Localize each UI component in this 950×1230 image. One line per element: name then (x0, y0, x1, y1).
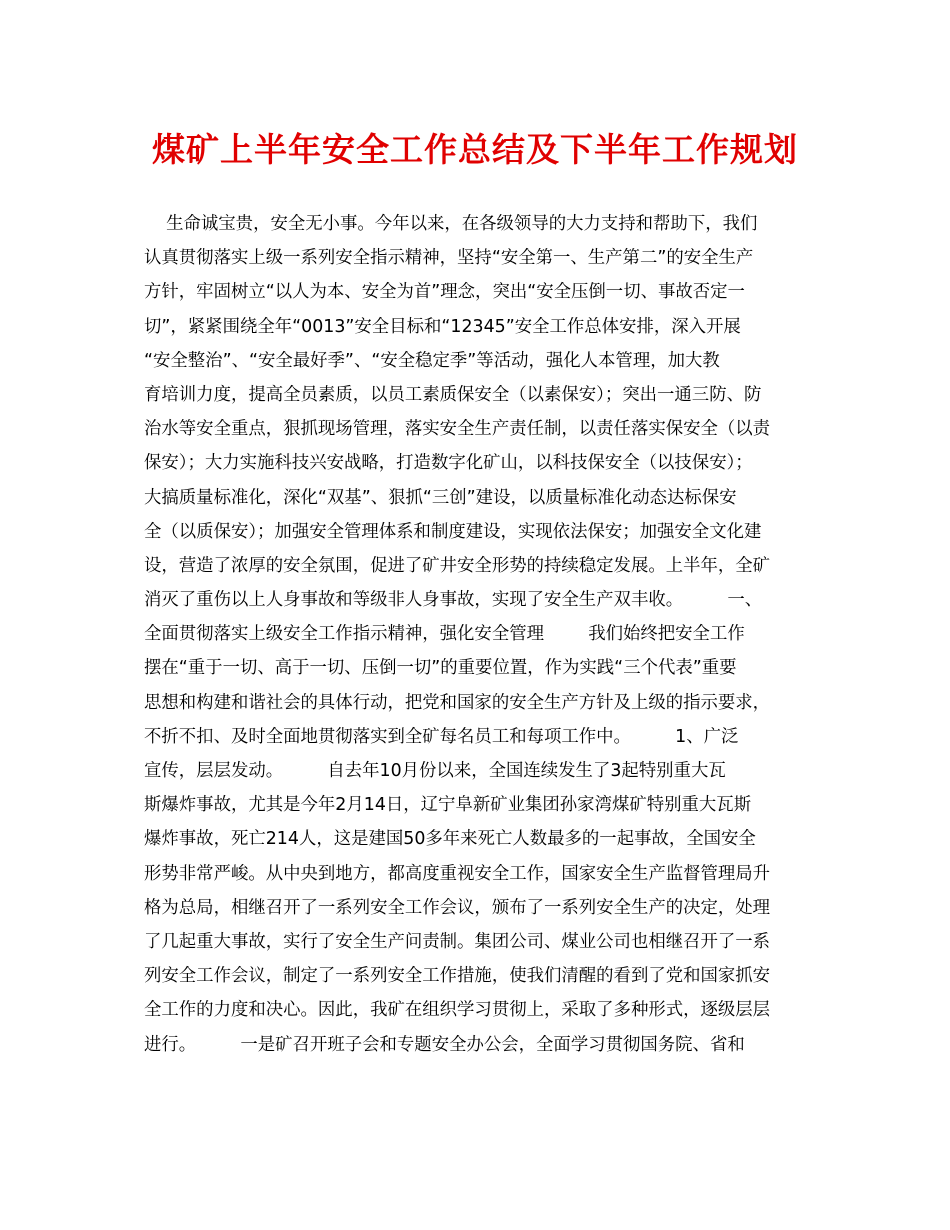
body-line: 进行。 一是矿召开班子会和专题安全办公会，全面学习贯彻国务院、省和 (144, 1034, 745, 1055)
body-line: 方针，牢固树立“以人为本、安全为首”理念，突出“安全压倒一切、事故否定一 (144, 282, 745, 303)
body-line: 治水等安全重点，狠抓现场管理，落实安全生产责任制，以责任落实保安全（以责 (144, 419, 771, 440)
body-line: “安全整治”、“安全最好季”、“安全稳定季”等活动，强化人本管理，加大教 (144, 350, 720, 371)
body-line: 形势非常严峻。从中央到地方，都高度重视安全工作，国家安全生产监督管理局升 (144, 863, 771, 884)
body-line: 列安全工作会议，制定了一系列安全工作措施，使我们清醒的看到了党和国家抓安 (144, 966, 771, 987)
body-line: 格为总局，相继召开了一系列安全工作会议，颁布了一系列安全生产的决定，处理 (144, 897, 771, 918)
body-line: 全工作的力度和决心。因此，我矿在组织学习贯彻上，采取了多种形式，逐级层层 (144, 1000, 771, 1021)
document-title: 煤矿上半年安全工作总结及下半年工作规划 (152, 130, 798, 169)
body-line: 育培训力度，提高全员素质，以员工素质保安全（以素保安）；突出一通三防、防 (144, 384, 762, 405)
body-line: 斯爆炸事故，尤其是今年2月14日，辽宁阜新矿业集团孙家湾煤矿特别重大瓦斯 (144, 795, 752, 816)
body-line: 切”，紧紧围绕全年“0013”安全目标和“12345”安全工作总体安排，深入开展 (144, 316, 741, 337)
body-line: 保安）；大力实施科技兴安战略，打造数字化矿山，以科技保安全（以技保安）； (144, 453, 753, 474)
document-body (144, 207, 814, 1062)
body-line: 不折不扣、及时全面地贯彻落实到全矿每名员工和每项工作中。 1、广泛 (144, 726, 739, 747)
body-line: 设，营造了浓厚的安全氛围，促进了矿井安全形势的持续稳定发展。上半年，全矿 (144, 555, 771, 576)
body-line: 了几起重大事故，实行了安全生产问责制。集团公司、煤业公司也相继召开了一系 (144, 931, 771, 952)
body-line: 全面贯彻落实上级安全工作指示精神，强化安全管理 我们始终把安全工作 (144, 624, 745, 645)
body-line: 摆在“重于一切、高于一切、压倒一切”的重要位置，作为实践“三个代表”重要 (144, 658, 737, 679)
body-line: 全（以质保安）；加强安全管理体系和制度建设，实现依法保安；加强安全文化建 (144, 521, 762, 542)
body-line: 宣传，层层发动。 自去年10月份以来，全国连续发生了3起特别重大瓦 (144, 761, 726, 781)
body-line: 认真贯彻落实上级一系列安全指示精神，坚持“安全第一、生产第二”的安全生产 (144, 248, 754, 269)
body-line: 消灭了重伤以上人身事故和等级非人身事故，实现了安全生产双丰收。 一、 (144, 590, 763, 611)
body-line: 爆炸事故，死亡214人，这是建国50多年来死亡人数最多的一起事故，全国安全 (144, 829, 756, 850)
body-line: 大搞质量标准化，深化“双基”、狠抓“三创”建设，以质量标准化动态达标保安 (144, 487, 737, 508)
body-line: 生命诚宝贵，安全无小事。今年以来，在各级领导的大力支持和帮助下，我们 (144, 214, 758, 234)
body-line: 思想和构建和谐社会的具体行动，把党和国家的安全生产方针及上级的指示要求， (144, 692, 771, 713)
